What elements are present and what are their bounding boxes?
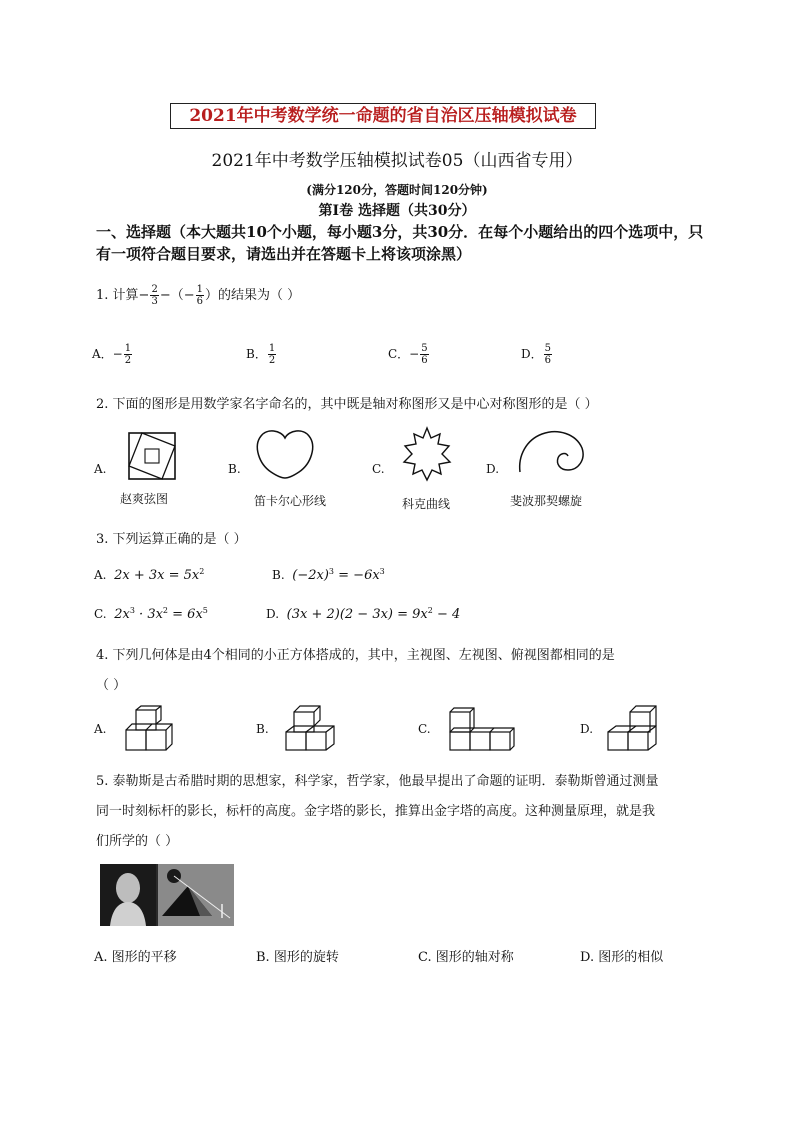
q3-a-label: A.: [94, 568, 107, 582]
cube-stack-d-icon: [606, 706, 662, 752]
question-1: [96, 284, 300, 307]
q3-b-exp2: 3: [379, 567, 385, 576]
q1-minus: −: [138, 288, 150, 303]
q1-option-c[interactable]: [388, 343, 430, 366]
q3-a-exp: 2: [199, 567, 205, 576]
exam-title: 2021年中考数学压轴模拟试卷05（山西省专用）: [211, 151, 583, 171]
q4-option-d[interactable]: D.: [580, 722, 594, 736]
q1-c-label: C．−: [388, 347, 420, 361]
q1-d-num: 5: [544, 343, 551, 354]
q3-b-tail: = −6x: [334, 568, 380, 583]
q1-option-d[interactable]: [521, 343, 553, 366]
q3-option-b[interactable]: [272, 567, 385, 583]
cube-stack-a-icon: [124, 706, 174, 752]
series-banner: 2021年中考数学统一命题的省自治区压轴模拟试卷: [170, 103, 596, 129]
cube-stack-b-icon: [284, 706, 338, 752]
q3-c-exp3: 5: [202, 606, 208, 615]
q1-f1-num: 2: [151, 284, 158, 295]
q3-d-label: D.: [266, 607, 280, 621]
q3-c-tail2: = 6x: [168, 607, 203, 622]
part-heading: 第I卷 选择题（共30分）: [318, 203, 476, 219]
q1-f2-den: 6: [196, 296, 203, 307]
q5-option-d[interactable]: D. 图形的相似: [580, 950, 664, 965]
koch-snowflake-icon: [400, 426, 454, 484]
q4-option-a[interactable]: A.: [94, 722, 107, 736]
question-5-line-3: 们所学的（ ）: [96, 834, 179, 849]
q1-b-label: B．: [246, 347, 267, 361]
question-4-paren: （ ）: [96, 678, 127, 693]
q3-d-expr: (3x + 2)(2 − 3x) = 9x: [286, 607, 428, 622]
q3-c-exp: 3: [129, 606, 135, 615]
q1-fraction-2: [196, 284, 204, 307]
q3-d-exp: 2: [427, 606, 433, 615]
q1-fraction-1: [150, 284, 158, 307]
q1-b-num: 1: [268, 343, 276, 354]
q3-b-expr: (−2x): [292, 568, 329, 583]
q4-option-c[interactable]: C.: [418, 722, 431, 736]
q2-caption-b: 笛卡尔心形线: [254, 494, 327, 508]
q2-option-b[interactable]: B.: [228, 462, 241, 476]
q2-caption-a: 赵爽弦图: [120, 492, 169, 506]
q1-d-den: 6: [544, 355, 551, 366]
q1-a-num: 1: [124, 343, 132, 354]
q2-caption-c: 科克曲线: [402, 497, 451, 511]
q3-c-tail: · 3x: [134, 607, 163, 622]
q3-c-expr: 2x: [114, 607, 130, 622]
section-instructions: 一、选择题（本大题共10个小题，每小题3分，共30分．在每个小题给出的四个选项中，只有一项符合题目要求，请选出并在答题卡上将该项涂黑）: [96, 223, 704, 263]
q1-d-label: D．: [521, 347, 543, 361]
q3-option-d[interactable]: [266, 606, 460, 622]
question-2: 2. 下面的图形是用数学家名字命名的，其中既是轴对称图形又是中心对称图形的是（ ）: [96, 397, 598, 412]
q1-f1-den: 3: [151, 296, 158, 307]
thales-photo-icon: [100, 864, 234, 926]
q3-c-label: C.: [94, 607, 107, 621]
q1-a-den: 2: [124, 355, 132, 366]
zhao-shuang-diagram-icon: [128, 432, 176, 480]
q1-prefix: 1. 计算: [96, 288, 139, 303]
q5-option-c[interactable]: C. 图形的轴对称: [418, 950, 514, 965]
q1-a-label: A．−: [92, 347, 123, 361]
q1-option-b[interactable]: [246, 343, 277, 366]
question-5-line-1: 5. 泰勒斯是古希腊时期的思想家，科学家，哲学家，他最早提出了命题的证明．泰勒斯曾通过测量: [96, 774, 659, 789]
q1-f2-num: 1: [196, 284, 203, 295]
q1-c-num: 5: [421, 343, 428, 354]
q2-option-a[interactable]: A.: [94, 462, 107, 476]
q3-c-exp2: 2: [162, 606, 169, 615]
q3-d-tail: − 4: [432, 607, 461, 622]
q1-c-den: 6: [421, 355, 428, 366]
score-time-note: (满分120分，答题时间120分钟): [306, 183, 488, 197]
q2-option-c[interactable]: C.: [372, 462, 385, 476]
q2-option-d[interactable]: D.: [486, 462, 500, 476]
q1-suffix: ）的结果为（ ）: [205, 288, 301, 303]
cardioid-icon: [255, 428, 315, 480]
q3-a-expr: 2x + 3x = 5x: [114, 568, 200, 583]
q3-b-exp: 3: [328, 567, 335, 576]
q1-b-den: 2: [268, 355, 276, 366]
question-4: 4. 下列几何体是由4个相同的小正方体搭成的，其中，主视图、左视图、俯视图都相同的是: [96, 648, 615, 663]
fibonacci-spiral-icon: [516, 428, 588, 476]
q4-option-b[interactable]: B.: [256, 722, 269, 736]
q1-mid: −（−: [159, 288, 195, 303]
q1-option-a[interactable]: [92, 343, 133, 366]
question-5-line-2: 同一时刻标杆的影长，标杆的高度。金字塔的影长，推算出金字塔的高度。这种测量原理，就是我: [96, 804, 656, 819]
q3-option-a[interactable]: [94, 567, 204, 583]
q2-caption-d: 斐波那契螺旋: [510, 494, 583, 508]
q3-b-label: B.: [272, 568, 285, 582]
q3-option-c[interactable]: [94, 606, 208, 622]
cube-stack-c-icon: [448, 706, 516, 752]
q5-option-b[interactable]: B. 图形的旋转: [256, 950, 339, 965]
question-3: 3. 下列运算正确的是（ ）: [96, 532, 247, 547]
q5-option-a[interactable]: A. 图形的平移: [94, 950, 177, 965]
